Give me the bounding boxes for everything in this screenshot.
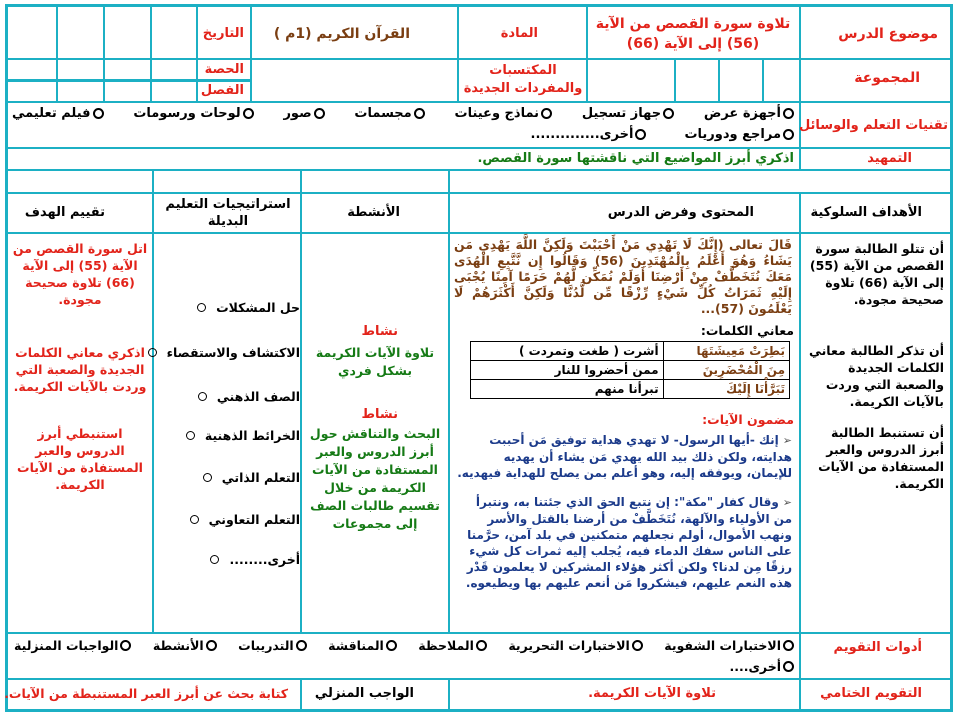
objective-3: أن تستنبط الطالبة أبرز الدروس والعبر المستفادة من الآيات الكريمة.: [818, 425, 944, 491]
tool-option[interactable]: صور: [283, 106, 324, 121]
eval-option[interactable]: الاختبارات الشفوية: [664, 638, 794, 653]
eval-option[interactable]: المناقشة: [328, 638, 397, 653]
tool-option[interactable]: لوحات ورسومات: [133, 106, 253, 121]
objective-1: أن تتلو الطالبة سورة القصص من الآية (55) إلى الآية (66) تلاوة صحيحة مجودة.: [809, 241, 944, 307]
strategy-option[interactable]: حل المشكلات: [197, 300, 300, 315]
vocab-word: مِنَ الْمُحْضَرِينَ: [663, 361, 789, 380]
grid-line: [150, 6, 152, 101]
grid-line: [448, 169, 450, 632]
radio-circle-icon: [203, 473, 212, 482]
grid-line: [718, 58, 720, 101]
assessment-2: اذكري معاني الكلمات الجديدة والصعبة التي وردت بالآيات الكريمة.: [13, 345, 147, 394]
grid-line: [300, 678, 302, 710]
lesson-topic-label: موضوع الدرس: [838, 26, 938, 42]
vocab-table: [470, 341, 790, 399]
grid-line: [799, 6, 801, 101]
grid-line: [8, 101, 950, 103]
radio-circle-icon: [386, 640, 397, 651]
group-label: المجموعة: [854, 70, 920, 86]
tool-option[interactable]: أجهزة عرض: [704, 106, 794, 121]
col-assessment: تقييم الهدف: [24, 205, 105, 220]
activity-text-1: تلاوة الآيات الكريمة بشكل فردي: [315, 345, 435, 378]
meaning-paragraph-2: ➢وقال كفار "مكة": إن نتبع الحق الذي جئتنا به، ونتبرأ من الأولياء والآلهة، نُتَخَطَّفْ من أرضنا بالقتل والأسر ونهب الأموال، أولم نجعلهم متمكنين في بلد آمن، حرَّمنا على الناس سفك الدماء فيه، يُجلب إليه ثمرات كل شيء رزقًا مِن لدنا؟ ولكن أكثر هؤلاء المشركين لا يعلمون قَدْر هذه النعم عليهم، فيشكروا مَن أنعم عليهم بها ويطيعوه.: [465, 495, 792, 590]
radio-circle-icon: [198, 392, 207, 401]
grid-line: [8, 232, 950, 234]
grid-line: [8, 678, 950, 680]
eval-option[interactable]: التدريبات: [238, 638, 307, 653]
grid-line: [152, 169, 154, 632]
eval-option[interactable]: الواجبات المنزلية: [14, 638, 131, 653]
radio-circle-icon: [243, 108, 254, 119]
col-activities: الأنشطة: [347, 205, 400, 220]
intro-label: التمهيد: [867, 151, 912, 166]
grid-line: [457, 6, 459, 101]
final-label: التقويم الختامي: [820, 686, 922, 701]
tool-option[interactable]: فيلم تعليمي: [12, 106, 104, 121]
tool-option[interactable]: مراجع ودوريات: [684, 127, 794, 142]
grid-line: [8, 169, 950, 171]
radio-circle-icon: [663, 108, 674, 119]
meaning-heading: مضمون الآيات:: [702, 412, 794, 427]
vocab-heading: معاني الكلمات:: [700, 323, 794, 338]
strategy-option[interactable]: الخرائط الذهنية: [186, 428, 300, 443]
radio-circle-icon: [314, 108, 325, 119]
eval-option[interactable]: الأنشطة: [153, 638, 217, 653]
strategy-option[interactable]: الاكتشاف والاستقصاء: [148, 345, 300, 360]
tools-label: تقنيات التعلم والوسائل: [798, 118, 948, 133]
grid-line: [799, 101, 801, 169]
radio-circle-icon: [783, 108, 794, 119]
grid-line: [56, 6, 58, 101]
eval-option[interactable]: الاختبارات التحريرية: [508, 638, 643, 653]
grid-line: [799, 192, 801, 632]
vocab-meaning: أشرت ( طغت وتمردت ): [471, 342, 664, 361]
radio-circle-icon: [635, 129, 646, 140]
final-value: تلاوة الآيات الكريمة.: [588, 686, 716, 701]
radio-circle-icon: [148, 348, 157, 357]
col-strategies: استراتيجيات التعليم البديلة: [165, 197, 291, 229]
radio-circle-icon: [541, 108, 552, 119]
assessment-1: اتل سورة القصص من الآية (55) إلى الآية (66) تلاوة صحيحة مجودة.: [12, 241, 148, 307]
eval-tools-row1: [14, 638, 794, 653]
vocab-word: بَطِرَتْ مَعِيشَتَهَا: [663, 342, 789, 361]
period-label: الحصة: [204, 62, 244, 77]
radio-circle-icon: [186, 431, 195, 440]
grid-line: [103, 6, 105, 101]
eval-tools-row2: [729, 659, 794, 675]
grid-line: [8, 147, 950, 149]
grid-line: [250, 6, 252, 101]
vocab-meaning: تبرأنا منهم: [471, 380, 664, 399]
activity-title-1: نشاط: [361, 324, 398, 339]
table-row: [471, 361, 790, 380]
grid-line: [300, 169, 302, 632]
strategy-option[interactable]: التعلم الذاتي: [203, 470, 300, 485]
activity-text-2: البحث والتناقش حول أبرز الدروس والعبر المستفادة من الآيات الكريمة من خلال تقسيم طالبات الصف إلى مجموعات: [309, 426, 441, 531]
col-content: المحتوى وفرض الدرس: [607, 205, 754, 220]
date-label: التاريخ: [202, 26, 244, 41]
activity-title-2: نشاط: [361, 407, 398, 422]
eval-option[interactable]: أخرى....: [729, 659, 794, 674]
strategy-option[interactable]: أخرى........: [210, 552, 300, 567]
vocab-word: تَبَرَّأْنَا إِلَيْكَ: [663, 380, 789, 399]
tool-option[interactable]: جهاز تسجيل: [582, 106, 674, 121]
homework-value: كتابة بحث عن أبرز العبر المستنبطة من الآيات.: [4, 686, 288, 701]
radio-circle-icon: [783, 129, 794, 140]
new-vocab-label: المكتسبات والمفردات الجديدة: [463, 63, 583, 96]
radio-circle-icon: [120, 640, 131, 651]
radio-circle-icon: [476, 640, 487, 651]
intro-text: اذكري أبرز المواضيع التي ناقشتها سورة القصص.: [477, 151, 794, 166]
grid-line: [762, 58, 764, 101]
subject-label: المادة: [500, 26, 538, 41]
strategy-option[interactable]: الصف الذهني: [198, 389, 300, 404]
grid-line: [8, 192, 950, 194]
class-label: الفصل: [200, 83, 244, 98]
radio-circle-icon: [783, 640, 794, 651]
tools-row1: [12, 106, 794, 121]
strategy-option[interactable]: التعلم التعاوني: [190, 512, 300, 527]
eval-tools-label: أدوات التقويم: [833, 640, 922, 655]
radio-circle-icon: [197, 303, 206, 312]
checkmark-bullet-icon: ➢: [782, 496, 792, 509]
grid-line: [674, 58, 676, 101]
objective-2: أن تذكر الطالبة معاني الكلمات الجديدة والصعبة التي وردت بالآيات الكريمة.: [808, 343, 944, 409]
tool-option[interactable]: مجسمات: [354, 106, 424, 121]
tool-option[interactable]: نماذج وعينات: [455, 106, 553, 121]
col-objectives: الأهداف السلوكية: [810, 205, 922, 220]
table-row: [471, 380, 790, 399]
tool-option[interactable]: أخرى..............: [531, 127, 647, 142]
homework-label: الواجب المنزلي: [314, 686, 414, 701]
radio-circle-icon: [414, 108, 425, 119]
radio-circle-icon: [206, 640, 217, 651]
grid-line: [8, 632, 950, 634]
radio-circle-icon: [783, 661, 794, 672]
tools-row2: [531, 127, 794, 142]
eval-option[interactable]: الملاحظة: [418, 638, 487, 653]
checkmark-bullet-icon: ➢: [782, 434, 792, 447]
radio-circle-icon: [210, 555, 219, 564]
lesson-topic-value: تلاوة سورة القصص من الآية (56) إلى الآية (66): [595, 16, 791, 52]
grid-line: [448, 678, 450, 710]
subject-value: القرآن الكريم (1م ): [273, 26, 410, 42]
grid-line: [8, 80, 250, 82]
grid-line: [586, 6, 588, 101]
assessment-3: استنبطي أبرز الدروس والعبر المستفادة من الآيات الكريمة.: [17, 426, 143, 492]
verses-text: قَالَ تعالى (إِنَّكَ لَا تَهْدِي مَنْ أَحْبَبْتَ وَلَكِنَّ اللَّهَ يَهْدِي مَن يَشَاءُ وَهُوَ أَعْلَمُ بِالْمُهْتَدِينَ (56) وَقَالُوا إِن نَّتَّبِعِ الْهُدَى مَعَكَ نُتَخَطَّفْ مِنْ أَرْضِنَا أَوَلَمْ نُمَكِّن لَّهُمْ حَرَمًا آمِنًا يُجْبَى إِلَيْهِ ثَمَرَاتُ كُلِّ شَيْءٍ رِّزْقًا مِّن لَّدُنَّا وَلَكِنَّ أَكْثَرَهُمْ لَا يَعْلَمُونَ (57)...: [454, 237, 792, 316]
radio-circle-icon: [93, 108, 104, 119]
radio-circle-icon: [632, 640, 643, 651]
radio-circle-icon: [190, 515, 199, 524]
grid-line: [799, 632, 801, 710]
table-row: [471, 342, 790, 361]
radio-circle-icon: [296, 640, 307, 651]
meaning-paragraph-1: ➢إنك -أيها الرسول- لا تهدي هداية توفيق مَن أحببت هدايته، ولكن ذلك بيد الله يهدي مَن يشاء أن يهديه للإيمان، ويوفقه إليه، وهو أعلم بمن يصلح للهداية فيهديه.: [457, 433, 792, 480]
vocab-meaning: ممن أحضروا للنار: [471, 361, 664, 380]
grid-line: [196, 6, 198, 101]
